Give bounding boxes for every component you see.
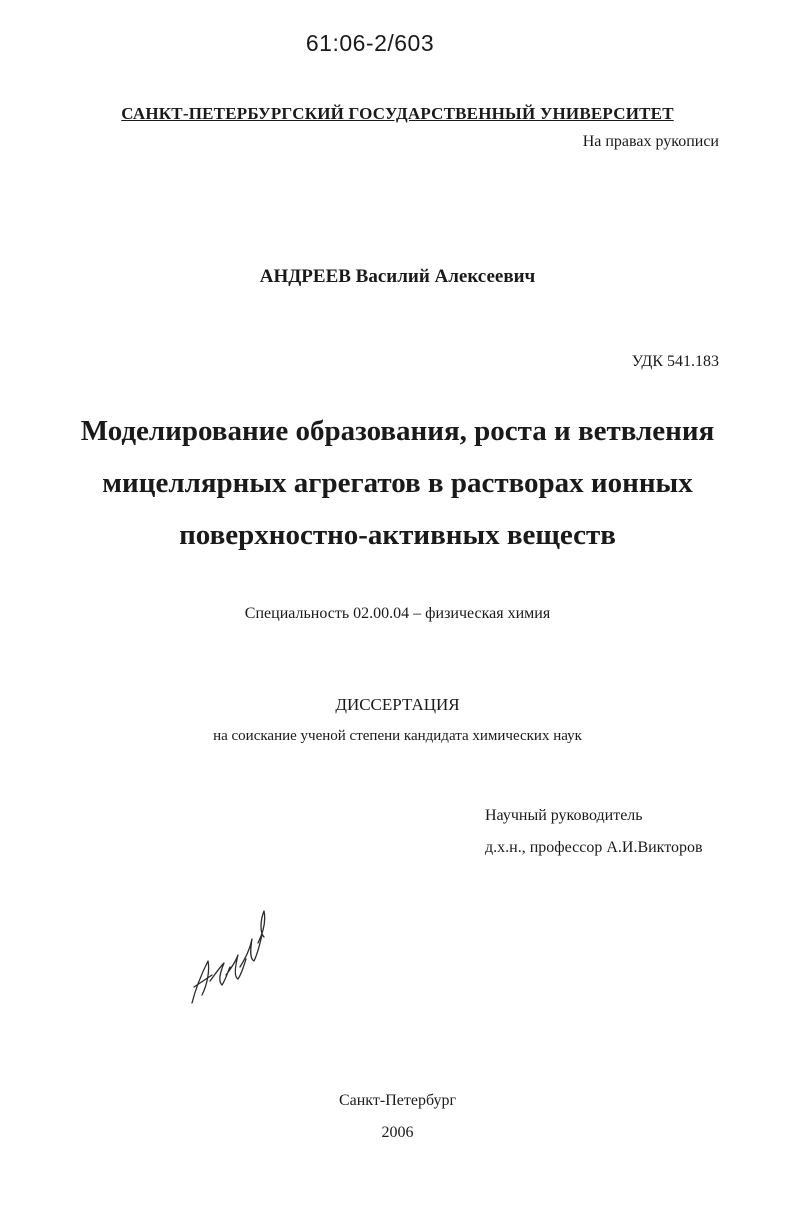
rights-note: На правах рукописи bbox=[582, 133, 719, 150]
year: 2006 bbox=[381, 1124, 414, 1141]
signature-drawing bbox=[180, 895, 280, 1015]
author-signature bbox=[180, 895, 280, 1015]
author-name: АНДРЕЕВ Василий Алексеевич bbox=[259, 266, 536, 287]
supervisor-label: Научный руководитель bbox=[485, 807, 643, 824]
title-line-3: поверхностно-активных веществ bbox=[179, 519, 616, 551]
degree-purpose: на соискание ученой степени кандидата химических наук bbox=[213, 728, 582, 744]
city: Санкт-Петербург bbox=[338, 1092, 457, 1109]
supervisor-name: д.х.н., профессор А.И.Викторов bbox=[485, 839, 703, 856]
document-type: ДИССЕРТАЦИЯ bbox=[335, 695, 460, 714]
title-line-2: мицеллярных агрегатов в растворах ионных bbox=[102, 467, 693, 499]
title-line-1: Моделирование образования, роста и ветвления bbox=[80, 415, 715, 447]
specialty: Специальность 02.00.04 – физическая химия bbox=[244, 605, 551, 622]
university-name: САНКТ-ПЕТЕРБУРГСКИЙ ГОСУДАРСТВЕННЫЙ УНИВЕРСИТЕТ bbox=[121, 104, 674, 123]
udc-code: УДК 541.183 bbox=[631, 353, 719, 370]
catalog-number: 61:06-2/603 bbox=[305, 30, 435, 56]
thesis-title bbox=[0, 405, 795, 561]
